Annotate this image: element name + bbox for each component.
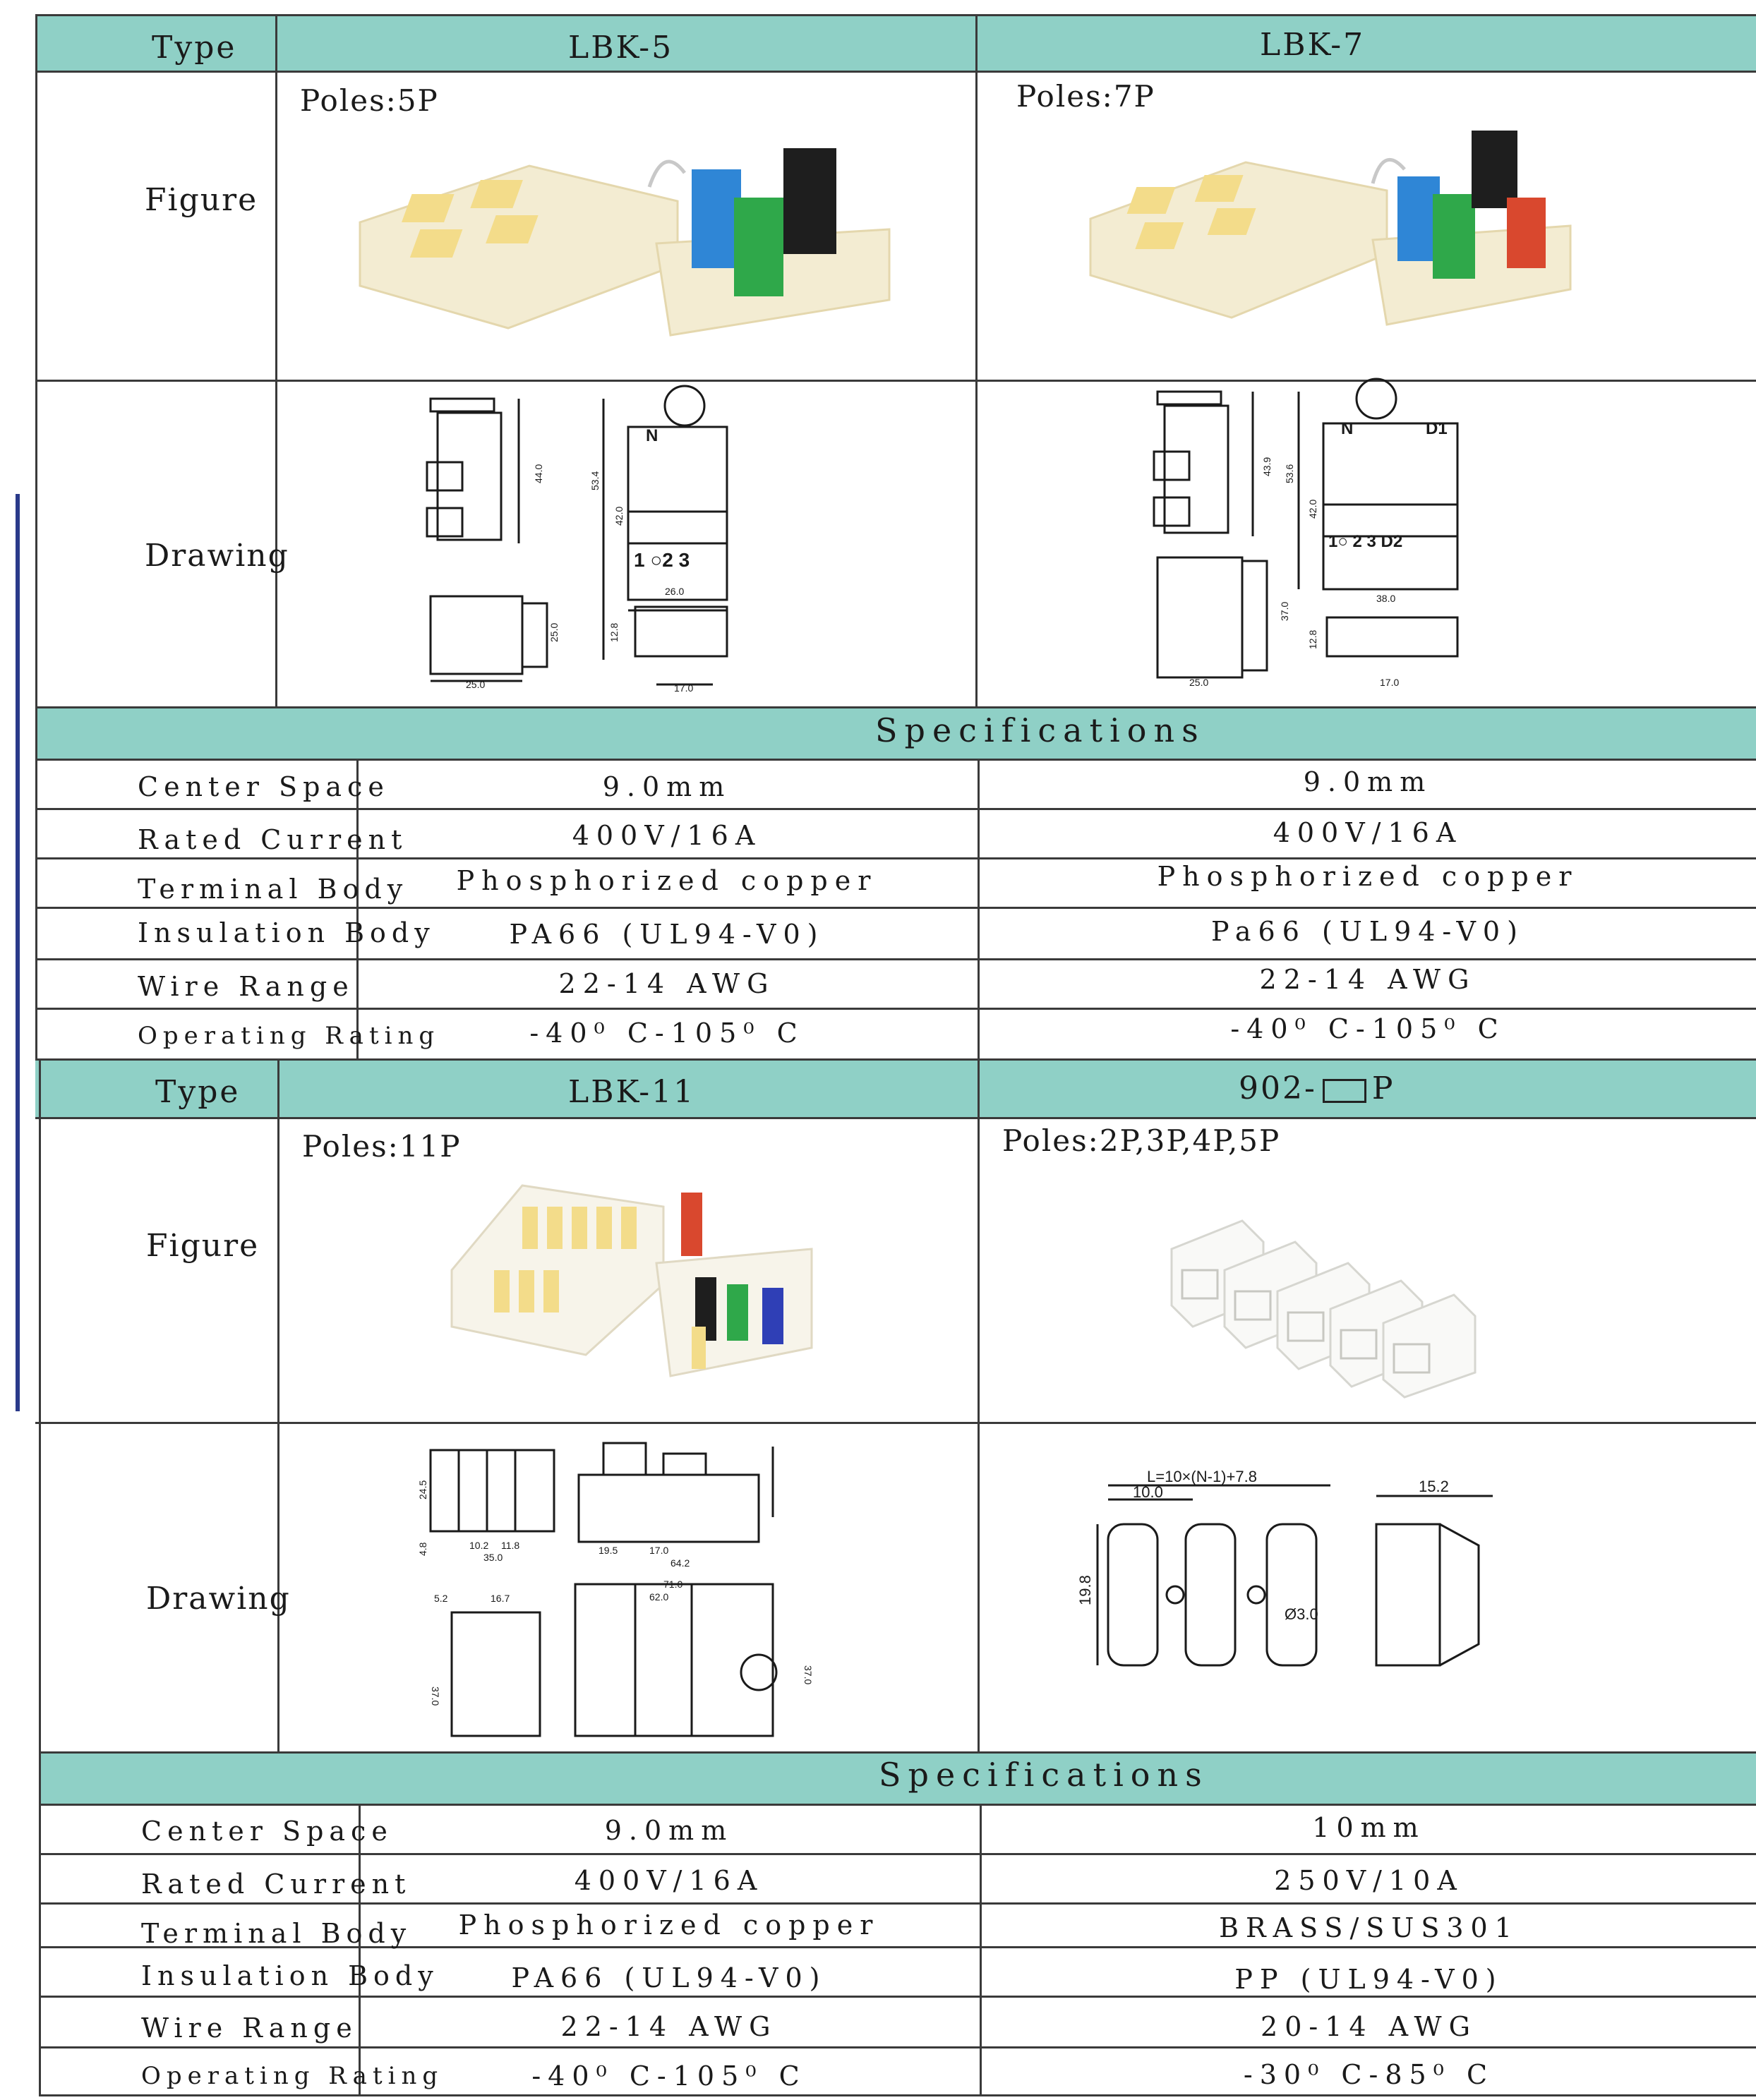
spec-label-rated-current: Rated Current bbox=[141, 1869, 411, 1900]
svg-text:Ø3.0: Ø3.0 bbox=[1285, 1605, 1318, 1623]
svg-text:12.8: 12.8 bbox=[608, 622, 620, 642]
svg-text:71.0: 71.0 bbox=[663, 1579, 683, 1590]
spec-value: 400V/16A bbox=[1273, 817, 1463, 848]
svg-text:44.0: 44.0 bbox=[533, 464, 544, 483]
type-label: Type bbox=[155, 1074, 241, 1110]
spec-value: 250V/10A bbox=[1274, 1865, 1464, 1896]
svg-text:1○ 2 3 D2: 1○ 2 3 D2 bbox=[1328, 532, 1403, 551]
type-header-band bbox=[35, 16, 1756, 72]
spec-label-wire-range: Wire Range bbox=[141, 2012, 358, 2044]
spec-value: -30⁰ C-85⁰ C bbox=[1243, 2059, 1495, 2090]
spec-label-insulation-body: Insulation Body bbox=[138, 917, 435, 948]
type-header-band bbox=[35, 1061, 1756, 1117]
svg-text:17.0: 17.0 bbox=[674, 682, 694, 694]
spec-value: 400V/16A bbox=[572, 820, 762, 851]
svg-text:25.0: 25.0 bbox=[548, 622, 560, 642]
spec-value: -40⁰ C-105⁰ C bbox=[1230, 1013, 1505, 1044]
spec-value: 22-14 AWG bbox=[558, 968, 776, 999]
poles-lbk11: Poles:11P bbox=[302, 1129, 462, 1164]
spec-label-rated-current: Rated Current bbox=[138, 824, 408, 855]
spec-value: Pa66 (UL94-V0) bbox=[1211, 916, 1525, 947]
svg-text:35.0: 35.0 bbox=[483, 1552, 503, 1563]
poles-902: Poles:2P,3P,4P,5P bbox=[1002, 1123, 1281, 1158]
svg-text:1 ○2 3: 1 ○2 3 bbox=[634, 549, 690, 571]
spec-label-wire-range: Wire Range bbox=[138, 971, 354, 1002]
lbk11-technical-drawing bbox=[416, 1432, 812, 1746]
svg-text:4.8: 4.8 bbox=[417, 1542, 428, 1556]
svg-text:L=10×(N-1)+7.8: L=10×(N-1)+7.8 bbox=[1147, 1468, 1257, 1485]
lbk7-product-photo bbox=[1076, 120, 1641, 332]
spec-label-center-space: Center Space bbox=[138, 771, 390, 802]
svg-text:37.0: 37.0 bbox=[1279, 601, 1290, 621]
spec-value: 10mm bbox=[1312, 1812, 1426, 1843]
svg-text:38.0: 38.0 bbox=[1376, 593, 1396, 604]
svg-text:16.7: 16.7 bbox=[491, 1593, 510, 1604]
spec-value: PP (UL94-V0) bbox=[1234, 1964, 1503, 1995]
svg-text:42.0: 42.0 bbox=[613, 506, 625, 526]
scan-edge-stripe bbox=[16, 494, 20, 1411]
svg-text:17.0: 17.0 bbox=[649, 1545, 669, 1556]
poles-lbk7: Poles:7P bbox=[1016, 79, 1155, 114]
svg-text:42.0: 42.0 bbox=[1307, 499, 1318, 519]
svg-text:25.0: 25.0 bbox=[466, 679, 486, 690]
figure-label: Figure bbox=[146, 1228, 260, 1264]
product-name-suffix: P bbox=[1371, 1070, 1395, 1106]
902-technical-drawing bbox=[1069, 1468, 1521, 1694]
spec-value: -40⁰ C-105⁰ C bbox=[529, 1018, 805, 1049]
svg-text:25.0: 25.0 bbox=[1189, 677, 1209, 688]
svg-text:11.8: 11.8 bbox=[501, 1540, 520, 1551]
spec-label-terminal-body: Terminal Body bbox=[138, 874, 409, 905]
svg-text:19.5: 19.5 bbox=[599, 1545, 618, 1556]
svg-text:10.0: 10.0 bbox=[1133, 1483, 1163, 1501]
blank-box-icon bbox=[1323, 1079, 1366, 1103]
svg-text:53.4: 53.4 bbox=[589, 471, 601, 490]
svg-text:26.0: 26.0 bbox=[665, 586, 685, 597]
svg-text:64.2: 64.2 bbox=[670, 1557, 690, 1569]
svg-text:43.9: 43.9 bbox=[1261, 457, 1273, 476]
spec-value: BRASS/SUS301 bbox=[1219, 1912, 1519, 1943]
spec-label-operating-rating: Operating Rating bbox=[138, 1022, 440, 1050]
product-name-902 bbox=[1239, 1070, 1395, 1106]
spec-label-operating-rating: Operating Rating bbox=[141, 2062, 444, 2090]
spec-value: 400V/16A bbox=[574, 1865, 764, 1896]
spec-value: Phosphorized copper bbox=[458, 1909, 880, 1941]
svg-text:53.6: 53.6 bbox=[1284, 464, 1295, 483]
specifications-title: Specifications bbox=[879, 1756, 1209, 1794]
svg-text:17.0: 17.0 bbox=[1380, 677, 1400, 688]
svg-text:10.2: 10.2 bbox=[469, 1540, 489, 1551]
spec-label-terminal-body: Terminal Body bbox=[141, 1918, 412, 1949]
drawing-label: Drawing bbox=[146, 1581, 291, 1617]
type-label: Type bbox=[152, 30, 237, 66]
svg-text:D1: D1 bbox=[1426, 419, 1448, 438]
product-name-lbk11: LBK-11 bbox=[568, 1074, 696, 1110]
spec-value: -40⁰ C-105⁰ C bbox=[531, 2060, 807, 2092]
svg-text:19.8: 19.8 bbox=[1076, 1575, 1094, 1605]
lbk5-technical-drawing bbox=[416, 385, 783, 699]
drawing-label: Drawing bbox=[145, 538, 289, 574]
svg-text:37.0: 37.0 bbox=[430, 1686, 441, 1706]
svg-text:N: N bbox=[646, 426, 658, 445]
svg-text:N: N bbox=[1341, 419, 1354, 438]
lbk5-product-photo bbox=[346, 123, 910, 335]
svg-text:62.0: 62.0 bbox=[649, 1591, 669, 1603]
product-name-lbk5: LBK-5 bbox=[568, 30, 674, 66]
product-name-lbk7: LBK-7 bbox=[1260, 27, 1366, 63]
spec-value: 22-14 AWG bbox=[1259, 964, 1477, 995]
spec-value: 9.0mm bbox=[1303, 766, 1433, 797]
svg-text:5.2: 5.2 bbox=[434, 1593, 448, 1604]
spec-value: 22-14 AWG bbox=[560, 2011, 778, 2042]
svg-text:15.2: 15.2 bbox=[1419, 1478, 1449, 1495]
spec-value: PA66 (UL94-V0) bbox=[509, 919, 825, 950]
poles-lbk5: Poles:5P bbox=[300, 83, 439, 118]
specifications-title: Specifications bbox=[875, 711, 1205, 749]
figure-label: Figure bbox=[145, 182, 258, 218]
spec-label-center-space: Center Space bbox=[141, 1816, 393, 1847]
spec-value: 9.0mm bbox=[604, 1815, 734, 1846]
spec-value: Phosphorized copper bbox=[1157, 861, 1579, 892]
lbk7-technical-drawing bbox=[1143, 378, 1539, 692]
spec-label-insulation-body: Insulation Body bbox=[141, 1960, 439, 1991]
902-product-photo bbox=[1157, 1193, 1496, 1397]
spec-value: 20-14 AWG bbox=[1261, 2011, 1477, 2042]
svg-text:12.8: 12.8 bbox=[1307, 629, 1318, 649]
spec-value: Phosphorized copper bbox=[456, 865, 878, 896]
svg-text:24.5: 24.5 bbox=[417, 1480, 428, 1499]
spec-value: 9.0mm bbox=[602, 771, 732, 802]
spec-value: PA66 (UL94-V0) bbox=[511, 1962, 827, 1993]
product-name-prefix: 902- bbox=[1239, 1070, 1317, 1106]
lbk11-product-photo bbox=[431, 1164, 826, 1397]
svg-text:37.0: 37.0 bbox=[802, 1665, 814, 1685]
